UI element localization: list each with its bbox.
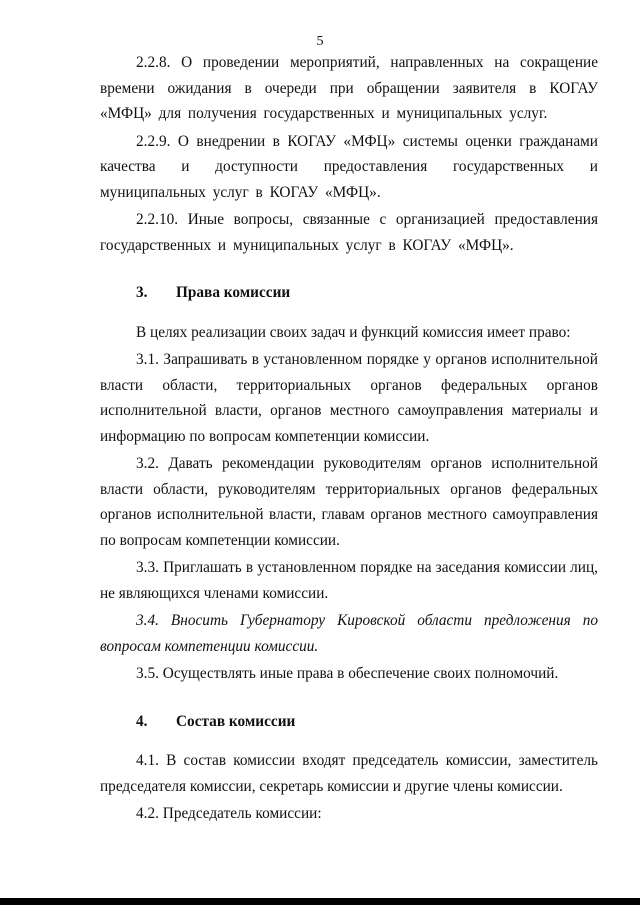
scan-bottom-edge: [0, 898, 640, 905]
paragraph-4-2: 4.2. Председатель комиссии:: [136, 805, 322, 822]
paragraph-3-5: 3.5. Осуществлять иные права в обеспечение своих полномочий.: [136, 665, 559, 682]
document-body: [100, 50, 598, 828]
paragraph-2-2-10: 2.2.10. Иные вопросы, связанные с организацией предоставления государственных и муниципальных услуг в КОГАУ «МФЦ».: [100, 211, 598, 254]
paragraph-3-3: 3.3. Приглашать в установленном порядке на заседания комиссии лиц, не являющихся членами комиссии.: [100, 559, 598, 602]
section-3-title: Права комиссии: [176, 284, 291, 301]
section-3-heading: [100, 280, 598, 306]
section-3-intro: В целях реализации своих задач и функций комиссия имеет право:: [136, 323, 571, 341]
paragraph-2-2-8: 2.2.8. О проведении мероприятий, направленных на сокращение времени ожидания в очереди при обращении заявителя в КОГАУ «МФЦ» для получения государственных и муниципальных услуг.: [100, 54, 598, 122]
paragraph-2-2-9: 2.2.9. О внедрении в КОГАУ «МФЦ» системы оценки гражданами качества и доступности предоставления государственных и муниципальных услуг в КОГАУ «МФЦ».: [100, 132, 598, 201]
section-4-title: Состав комиссии: [176, 712, 296, 730]
section-3-number: 3.: [136, 284, 148, 301]
paragraph-3-1: 3.1. Запрашивать в установленном порядке у органов исполнительной власти области, территориальных органов федеральных органов исполнительной власти, органов местного самоуправления материалы и информацию по вопросам компетенции комиссии.: [100, 351, 598, 445]
paragraph-4-1: 4.1. В состав комиссии входят председатель комиссии, заместитель председателя комиссии, секретарь комиссии и другие члены комиссии.: [100, 752, 598, 795]
section-4-number: 4.: [136, 712, 148, 730]
page-number: 5: [316, 34, 324, 49]
paragraph-3-2: 3.2. Давать рекомендации руководителям органов исполнительной власти области, руководителям территориальных органов федеральных органов исполнительной власти, главам органов местного самоуправления по вопросам компетенции комиссии.: [100, 455, 598, 549]
section-4-heading: [100, 709, 598, 735]
paragraph-3-4: 3.4. Вносить Губернатору Кировской области предложения по вопросам компетенции комиссии.: [100, 612, 598, 655]
